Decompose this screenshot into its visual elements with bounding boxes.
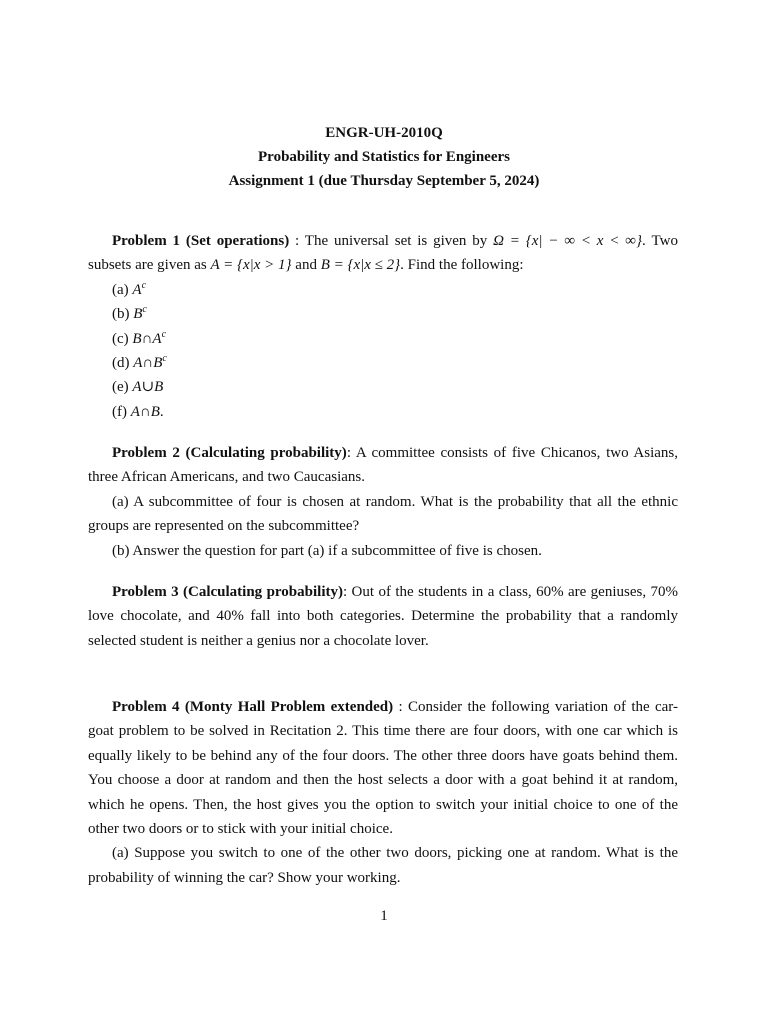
problem-1-text: . Two subsets are given as xyxy=(88,233,679,274)
problem-1-text: and xyxy=(291,257,321,274)
set-b: B = {x|x ≤ 2} xyxy=(320,257,401,274)
item-tail: . xyxy=(159,403,164,420)
problem-2-part-a: (a) A subcommittee of four is chosen at random. What is the probability that all the ethnic groups are represented on the subcommittee? xyxy=(88,493,678,535)
item-label: (f) xyxy=(112,403,131,420)
item-label: (d) xyxy=(112,355,134,372)
problem-4-statement xyxy=(88,695,678,841)
item-label: (b) xyxy=(112,306,134,323)
item-expression: A∩B xyxy=(133,355,163,372)
assignment-title: Assignment 1 (due Thursday September 5, 2024) xyxy=(228,173,540,189)
problem-3 xyxy=(88,580,678,653)
problem-1-item xyxy=(88,278,678,302)
set-a: A = {x|x > 1} xyxy=(210,257,292,274)
problem-4-title: Problem 4 (Monty Hall Problem extended) xyxy=(112,699,394,715)
problem-2 xyxy=(88,441,678,563)
problem-4 xyxy=(88,695,678,890)
item-expression: A∩B xyxy=(130,403,160,420)
problem-1-item xyxy=(88,400,678,424)
problem-1-items xyxy=(88,278,678,424)
problem-1-title: Problem 1 (Set operations) xyxy=(112,233,290,249)
problem-1-text: . Find the following: xyxy=(400,257,524,274)
item-expression: B xyxy=(133,306,143,323)
problem-1-item xyxy=(88,375,678,399)
problem-1-item xyxy=(88,351,678,375)
course-title: Probability and Statistics for Engineers xyxy=(258,149,510,165)
item-label: (c) xyxy=(112,330,133,347)
problem-1-item xyxy=(88,302,678,326)
problem-2-part-b: (b) Answer the question for part (a) if a subcommittee of five is chosen. xyxy=(112,542,542,559)
complement-superscript: c xyxy=(142,304,147,316)
problem-1 xyxy=(88,229,678,424)
problem-3-statement xyxy=(88,580,678,653)
complement-superscript: c xyxy=(161,328,167,340)
item-expression: A xyxy=(132,281,142,298)
problem-1-statement xyxy=(88,229,678,278)
problem-3-text: : Out of the students in a class, 60% are geniuses, 70% love chocolate, and 40% fall into both categories. Determine the probability that a randomly selected student is neither a genius nor a chocolate lover. xyxy=(88,584,678,649)
page-number: 1 xyxy=(380,908,388,924)
problem-2-title: Problem 2 (Calculating probability) xyxy=(112,445,347,461)
problem-3-title: Problem 3 (Calculating probability) xyxy=(112,584,343,600)
omega-set: Ω = {x| − ∞ < x < ∞} xyxy=(493,233,642,249)
problem-1-text: : The universal set is given by xyxy=(289,233,494,249)
item-expression: A∪B xyxy=(132,379,164,396)
problem-1-item xyxy=(88,327,678,351)
complement-superscript: c xyxy=(141,279,147,291)
problem-4-part-a: (a) Suppose you switch to one of the other two doors, picking one at random. What is the probability of winning the car? Show your working. xyxy=(88,845,678,886)
complement-superscript: c xyxy=(162,353,167,365)
item-label: (a) xyxy=(112,281,133,298)
problem-4-text: : Consider the following variation of the car-goat problem to be solved in Recitation 2. This time there are four doors, with one car which is equally likely to be behind any of the four doors. The other three doors have goats behind them. You choose a door at random and then the host selects a door with a goat behind it at random, which he opens. Then, the host gives you the option to switch your initial choice to one of the other two doors or to stick with your initial choice. xyxy=(88,699,678,838)
item-label: (e) xyxy=(112,379,133,396)
course-code: ENGR-UH-2010Q xyxy=(325,125,443,141)
problem-2-text: : A committee consists of five Chicanos, two Asians, three African Americans, and two Caucasians. xyxy=(88,445,678,486)
item-expression: B∩A xyxy=(132,330,162,347)
problem-2-statement xyxy=(88,441,678,490)
